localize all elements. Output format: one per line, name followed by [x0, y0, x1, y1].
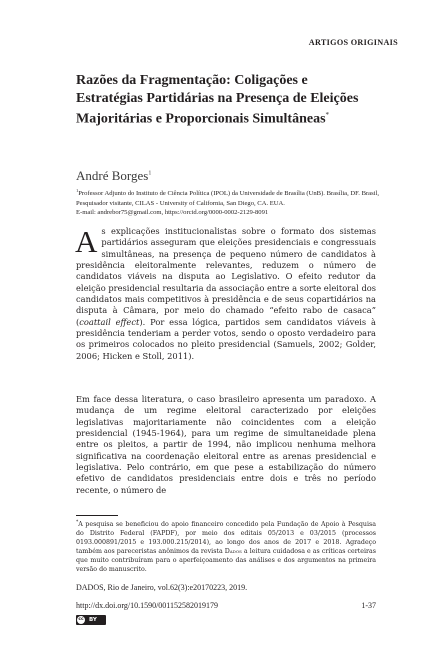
footnote-mark: *: [76, 520, 79, 525]
author-affiliation: [76, 186, 386, 218]
creative-commons-icon: cc: [78, 617, 84, 622]
paragraph-1-text-b: ). Por essa lógica, partidos sem candidatos viáveis à presidência tenderiam a perder votos, sendo o oposto verdadeiro para os primeiros colocados no pleito presidencial (Samuels, 2002; Golder, 2006; Hicken e Stoll, 2011).: [76, 316, 376, 361]
doi-link[interactable]: http://dx.doi.org/10.1590/001152582019179: [76, 601, 219, 610]
footnote-text-b: a leitura cuidadosa e as críticas certeiras que muito contribuíram para o aperfeiçoamento das análises e dos argumentos na primeira versão do manuscrito.: [76, 547, 376, 573]
license-by-label: BY: [89, 617, 97, 623]
page-range: 1-37: [361, 601, 376, 610]
author-name: [76, 168, 151, 184]
section-label: ARTIGOS ORIGINAIS: [308, 38, 398, 47]
footnote-divider: [76, 515, 118, 516]
article-title-text: Razões da Fragmentação: Coligações e Estratégias Partidárias na Presença de Eleições Majoritárias e Proporcionais Simultâneas: [76, 73, 359, 127]
footnote-journal-name: Dados: [224, 547, 242, 555]
article-title: [76, 72, 376, 128]
affiliation-mark: 1: [76, 188, 79, 193]
author-footnote-mark: 1: [148, 170, 152, 177]
author-name-text: André Borges: [76, 168, 149, 183]
drop-cap: A: [75, 224, 98, 259]
author-email: E-mail: andrebor75@gmail.com, https://orcid.org/0000-0002-2129-8091: [76, 209, 269, 217]
footnote-text-a: A pesquisa se beneficiou do apoio financeiro concedido pela Fundação de Apoio à Pesquisa do Distrito Federal (FAPDF), por meio dos editais 05/2013 e 03/2015 (processos 0193.000891/2015 e 193.000.215/2014), ao longo dos anos de 2017 e 2018. Agradeço também aos pareceristas anônimos da revista: [76, 521, 376, 555]
affiliation-text: Professor Adjunto do Instituto de Ciência Política (IPOL) da Universidade de Brasília (UnB). Brasília, DF. Brasil, Pesquisador visitante, CILAS - University of California, San Diego, CA. EUA.: [76, 190, 379, 207]
cc-by-license-badge[interactable]: [76, 615, 106, 625]
footnote: [76, 519, 376, 575]
body-paragraph-2: Em face dessa literatura, o caso brasileiro apresenta um paradoxo. A mudança de um regime eleitoral caracterizado por eleições legislativas majoritariamente não coincidentes com a eleição presidencial (1945-1964), para um regime de simultaneidade plena entre os pleitos, a partir de 1994, não implicou nenhuma melhora significativa na coordenação eleitoral entre as arenas presidencial e legislativa. Pelo contrário, em que pese a estabilização do número efetivo de candidatos presidenciais entre dois e três no período recente, o número de: [76, 394, 376, 495]
body-paragraph-1: [76, 226, 376, 362]
paragraph-1-text-a: s explicações institucionalistas sobre o formato dos sistemas partidários asseguram que eleições presidenciais e congressuais simultâneas, na presença de pequeno número de candidatos à presidência eleitoralmente relevantes, reduzem o número de candidatos viáveis na disputa ao Legislativo. O efeito redutor da eleição presidencial resultaria da associação entre a sorte eleitoral dos candidatos mais competitivos à presidência e de seus copartidários na disputa à Câmara, por meio do chamado “efeito rabo de casaca” (: [76, 226, 377, 327]
journal-citation: DADOS, Rio de Janeiro, vol.62(3):e20170223, 2019.: [76, 583, 248, 592]
title-footnote-mark: *: [325, 111, 330, 119]
paragraph-1-italic: coattail effect: [79, 316, 140, 327]
